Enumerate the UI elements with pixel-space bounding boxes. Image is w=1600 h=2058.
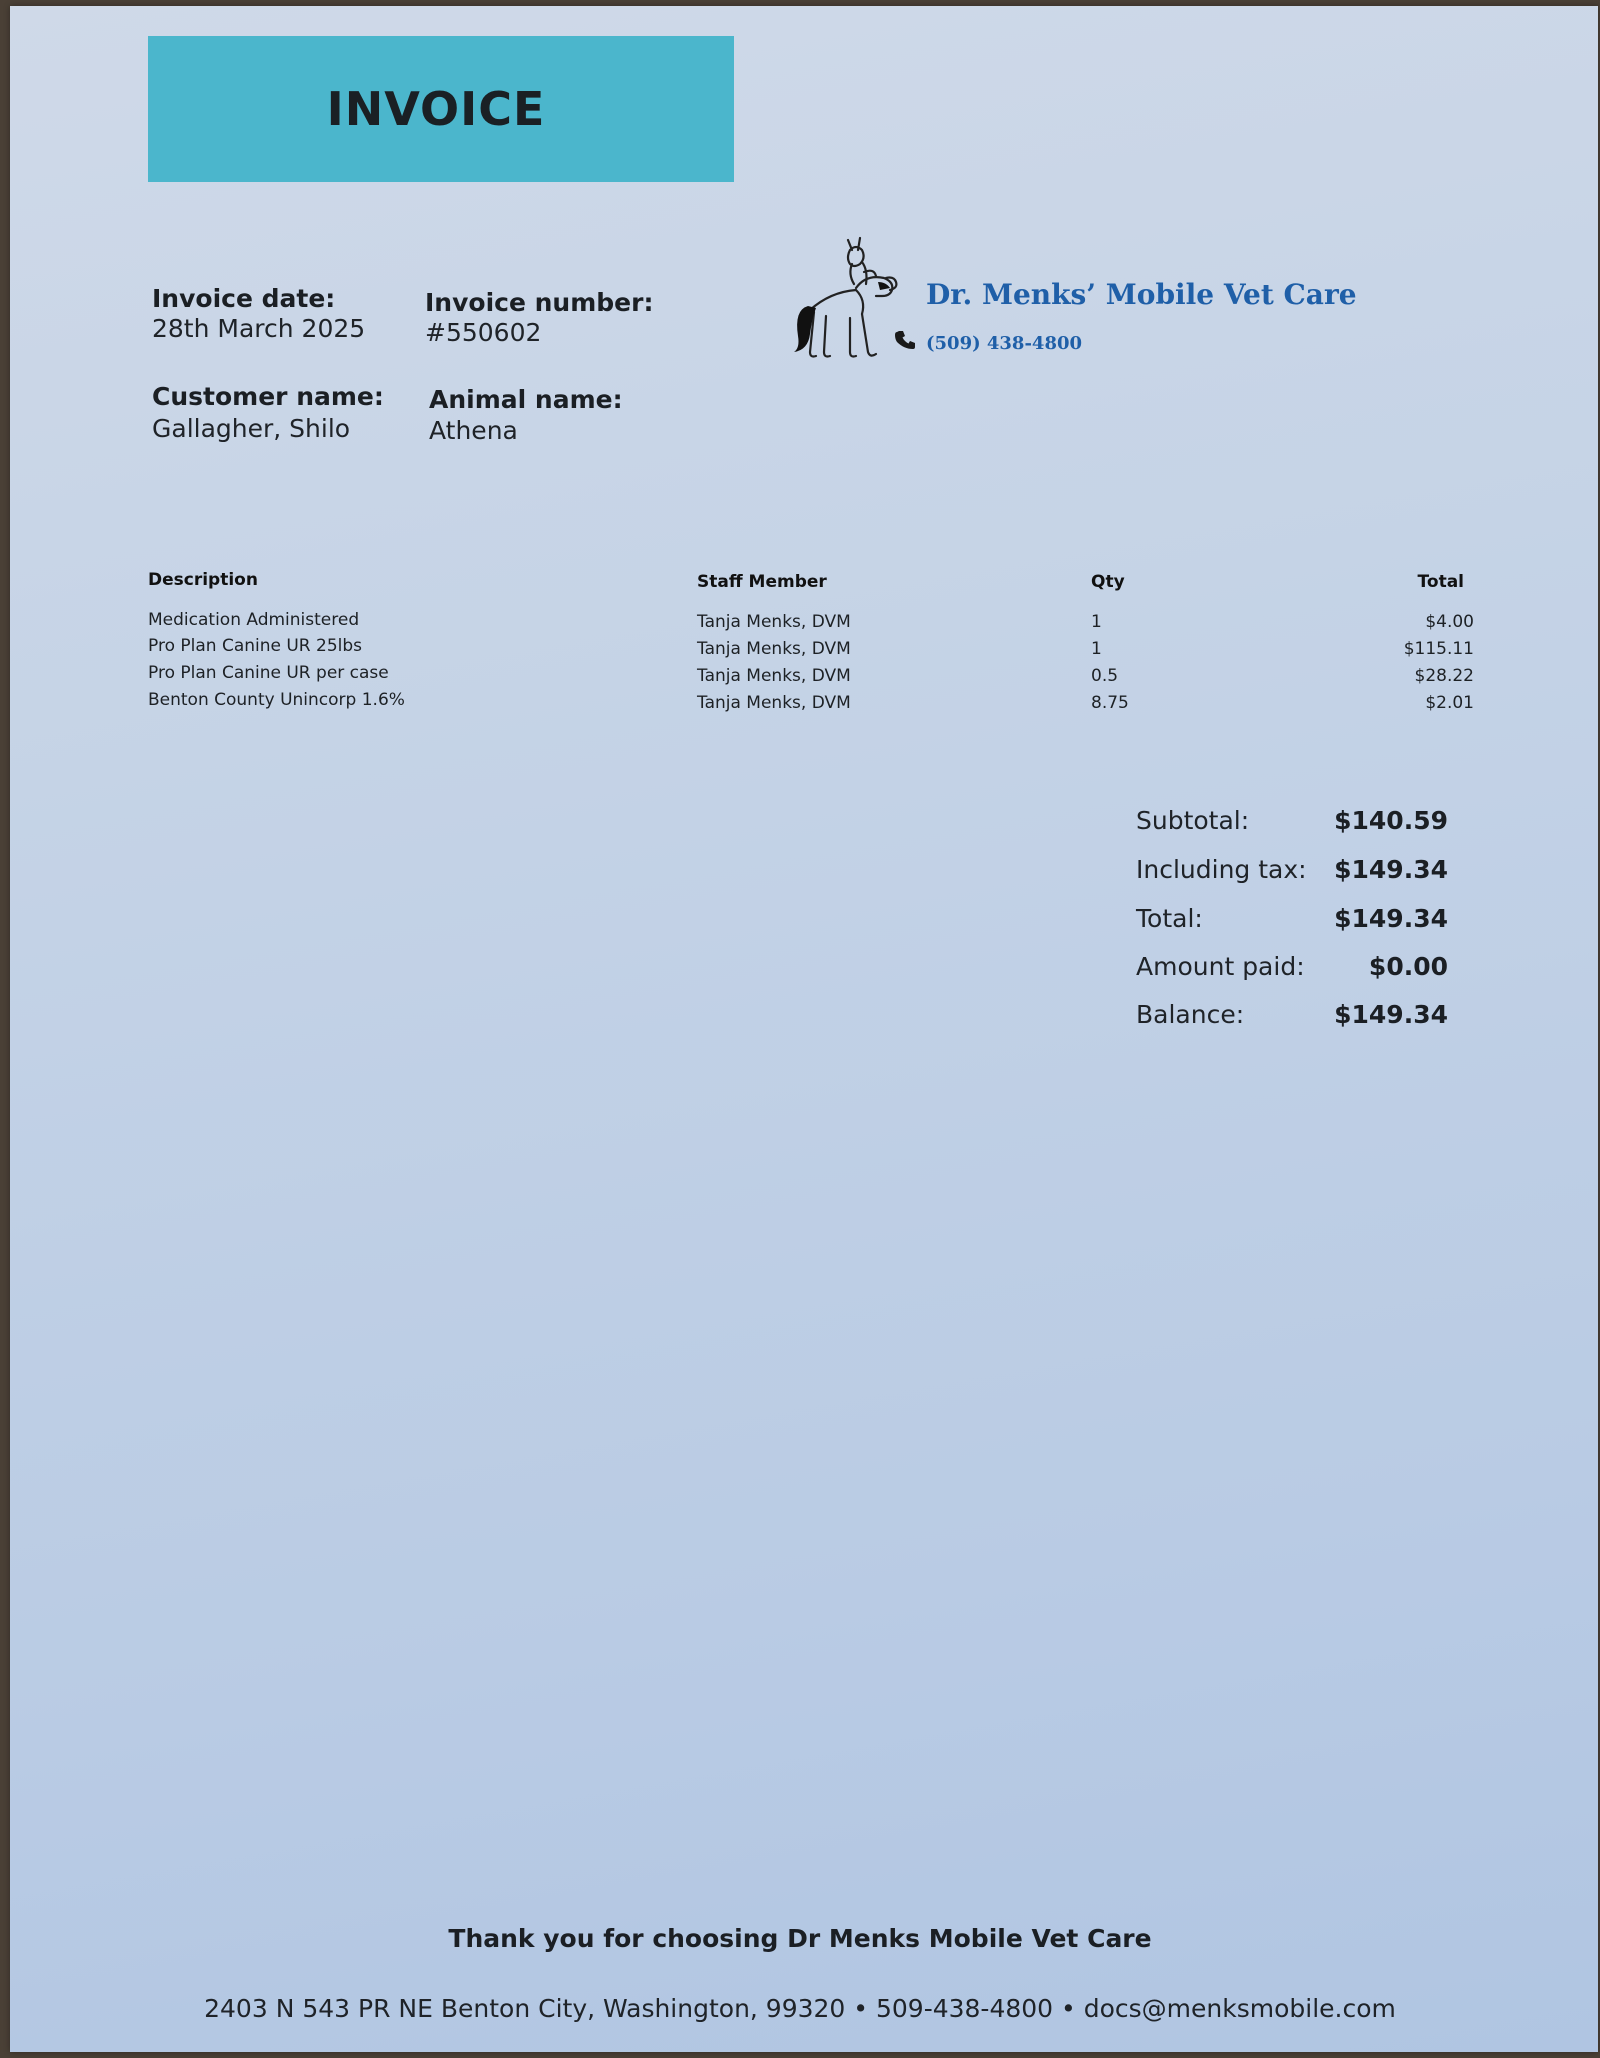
subtotal-label: Subtotal: bbox=[1136, 806, 1250, 835]
footer-contact: 2403 N 543 PR NE Benton City, Washington, 99320 • 509-438-4800 • docs@menksmobile.com bbox=[204, 1994, 1396, 2023]
row-total: $2.01 bbox=[1425, 693, 1474, 713]
including-tax-label: Including tax: bbox=[1136, 855, 1307, 884]
phone-icon bbox=[894, 328, 918, 352]
clinic-name: Dr. Menks’ Mobile Vet Care bbox=[926, 278, 1357, 311]
clinic-phone: (509) 438-4800 bbox=[926, 333, 1083, 354]
row-staff: Tanja Menks, DVM bbox=[697, 693, 851, 713]
row-staff: Tanja Menks, DVM bbox=[697, 639, 851, 659]
total-label: Total: bbox=[1136, 904, 1203, 933]
invoice-title: INVOICE bbox=[326, 82, 546, 136]
balance-label: Balance: bbox=[1136, 1000, 1245, 1029]
including-tax-value: $149.34 bbox=[1334, 855, 1448, 884]
subtotal-value: $140.59 bbox=[1334, 806, 1448, 835]
column-header-description: Description bbox=[148, 570, 258, 590]
row-qty: 1 bbox=[1091, 612, 1102, 632]
balance-value: $149.34 bbox=[1334, 1000, 1448, 1029]
column-header-qty: Qty bbox=[1091, 572, 1125, 592]
dog-and-cat-logo-icon bbox=[790, 232, 920, 388]
row-description: Pro Plan Canine UR per case bbox=[148, 663, 389, 683]
column-header-staff: Staff Member bbox=[697, 572, 827, 592]
row-staff: Tanja Menks, DVM bbox=[697, 666, 851, 686]
customer-name-value: Gallagher, Shilo bbox=[152, 414, 351, 443]
customer-name-label: Customer name: bbox=[152, 382, 384, 411]
title-banner bbox=[148, 36, 734, 182]
row-total: $28.22 bbox=[1414, 666, 1474, 686]
animal-name-label: Animal name: bbox=[429, 385, 623, 414]
column-header-total: Total bbox=[1417, 572, 1464, 592]
row-description: Pro Plan Canine UR 25lbs bbox=[148, 636, 363, 656]
invoice-date-value: 28th March 2025 bbox=[152, 314, 366, 343]
invoice-number-value: #550602 bbox=[425, 318, 542, 347]
animal-name-value: Athena bbox=[429, 416, 518, 445]
row-qty: 8.75 bbox=[1091, 693, 1129, 713]
amount-paid-label: Amount paid: bbox=[1136, 952, 1305, 981]
total-value: $149.34 bbox=[1334, 904, 1448, 933]
row-qty: 0.5 bbox=[1091, 666, 1119, 686]
invoice-date-label: Invoice date: bbox=[152, 284, 336, 313]
row-qty: 1 bbox=[1091, 639, 1102, 659]
row-description: Medication Administered bbox=[148, 610, 360, 630]
amount-paid-value: $0.00 bbox=[1368, 952, 1448, 981]
row-staff: Tanja Menks, DVM bbox=[697, 612, 851, 632]
thank-you-message: Thank you for choosing Dr Menks Mobile Vet Care bbox=[448, 1924, 1152, 1953]
invoice-number-label: Invoice number: bbox=[425, 288, 654, 317]
row-total: $4.00 bbox=[1425, 612, 1474, 632]
row-description: Benton County Unincorp 1.6% bbox=[148, 690, 405, 710]
row-total: $115.11 bbox=[1403, 639, 1474, 659]
